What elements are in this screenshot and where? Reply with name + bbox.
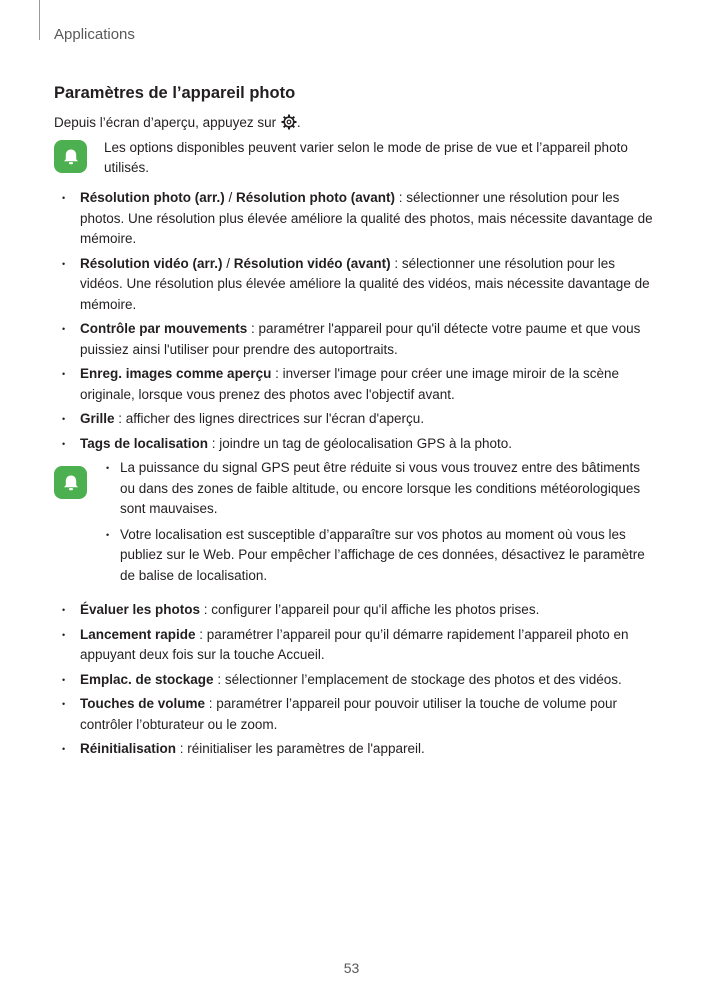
list-item: • Contrôle par mouvements : paramétrer l'appareil pour qu'il détecte votre paume et que vous puissiez ainsi l'utiliser pour prendre des autoportraits. [54,319,654,360]
settings-list-b [54,600,654,760]
note-text: Les options disponibles peuvent varier selon le mode de prise de vue et l’appareil photo utilisés. [104,140,628,175]
list-item: • Lancement rapide : paramétrer l’appareil pour qu’il démarre rapidement l’appareil photo en appuyant deux fois sur la touche Accueil. [54,625,654,666]
note-list-item: • La puissance du signal GPS peut être réduite si vous vous trouvez entre des bâtiments ou dans des zones de faible altitude, ou encore lorsque les conditions météorologiques sont mauvaises. [104,458,654,520]
list-item: • Tags de localisation : joindre un tag de géolocalisation GPS à la photo. [54,434,654,455]
note-bell-icon [54,140,87,173]
gps-note [54,458,654,586]
settings-gear-icon [281,114,297,130]
list-item: • Résolution vidéo (arr.) / Résolution vidéo (avant) : sélectionner une résolution pour les vidéos. Une résolution plus élevée améliore la qualité des vidéos, mais nécessite davantage de mémoire. [54,254,654,316]
page-number: 53 [343,960,360,976]
section-header: Applications [54,26,135,43]
intro-text: Depuis l’écran d’aperçu, appuyez sur [54,115,277,130]
note-bell-icon [54,466,87,499]
info-note [54,138,654,178]
page-title: Paramètres de l’appareil photo [54,84,296,102]
list-item: • Évaluer les photos : configurer l’appareil pour qu'il affiche les photos prises. [54,600,654,621]
intro-paragraph [54,113,654,132]
settings-list-a [54,188,654,454]
page-content [54,84,654,764]
list-item: • Enreg. images comme aperçu : inverser l'image pour créer une image miroir de la scène originale, lorsque vous prenez des photos avec l'objectif avant. [54,364,654,405]
list-item: • Grille : afficher des lignes directrices sur l'écran d'aperçu. [54,409,654,430]
gps-note-list [104,458,654,586]
list-item: • Emplac. de stockage : sélectionner l’emplacement de stockage des photos et des vidéos. [54,670,654,691]
intro-end: . [296,115,301,130]
note-list-item: • Votre localisation est susceptible d’apparaître sur vos photos au moment où vous les publiez sur le Web. Pour empêcher l’affichage de ces données, désactivez le paramètre de balise de localisation. [104,525,654,587]
list-item: • Réinitialisation : réinitialiser les paramètres de l'appareil. [54,739,654,760]
list-item: • Résolution photo (arr.) / Résolution photo (avant) : sélectionner une résolution pour les photos. Une résolution plus élevée améliore la qualité des photos, mais nécessite davantage de mémoire. [54,188,654,250]
header-rule [39,0,40,40]
list-item: • Touches de volume : paramétrer l’appareil pour pouvoir utiliser la touche de volume pour contrôler l’obturateur ou le zoom. [54,694,654,735]
